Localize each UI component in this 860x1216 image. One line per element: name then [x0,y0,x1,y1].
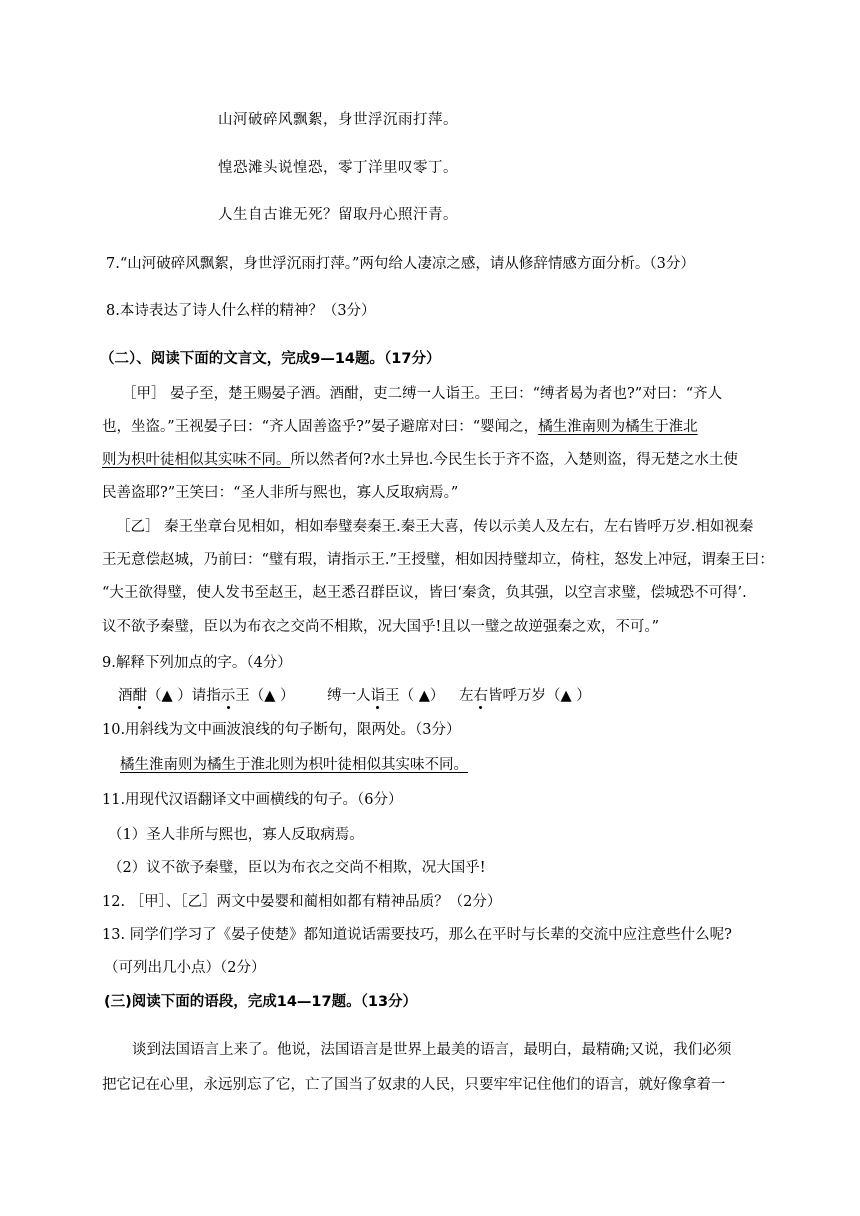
section-3-heading: (三)阅读下面的语段，完成14—17题。（13分） [104,994,418,1010]
passage-jia-line-4: 民善盗耶?”王笑曰：“圣人非所与熙也，寡人反取病焉。” [102,485,459,501]
passage-yi-line-1: ［乙］ 秦王坐章台见相如，相如奉璧奏秦王.秦王大喜，传以示美人及左右，左右皆呼万岁.相如视秦 [116,519,754,535]
passage-yi-line-2: 王无意偿赵城，乃前曰：“璧有瑕，请指示王.”王授璧，相如因持璧却立，倚柱，怒发上冲冠，谓秦王曰： [102,552,774,568]
passage-yi-line-3: “大王欲得璧，使人发书至赵王，赵王悉召群臣议，皆曰‘秦贪，负其强，以空言求璧，偿城恐不可得’. [102,585,747,601]
question-8: 8.本诗表达了诗人什么样的精神？（3分） [106,303,376,319]
poem-line-1: 山河破碎风飘絮，身世浮沉雨打萍。 [218,112,458,128]
poem-line-3: 人生自古谁无死？留取丹心照汗青。 [218,207,458,223]
question-11: 11.用现代汉语翻译文中画横线的句子。（6分） [102,792,403,808]
question-10-sentence: 橘生淮南则为橘生于淮北则为枳叶徒相似其实味不同。 [120,757,468,773]
question-13-line-1: 13. 同学们学习了《晏子使楚》都知道说话需要技巧，那么在平时与长辈的交流中应注意些什么呢? [102,927,732,943]
passage-jia-line-1: ［甲］ 晏子至，楚王赐晏子酒。酒酣，吏二缚一人诣王。王曰：“缚者曷为者也?”对曰：“齐人 [122,386,723,402]
question-11-part-1: （1）圣人非所与熙也，寡人反取病焉。 [108,827,364,843]
question-12: 12. ［甲］、［乙］两文中晏婴和蔺相如都有精神品质？（2分） [102,894,502,910]
passage-3-line-1: 谈到法国语言上来了。他说，法国语言是世界上最美的语言，最明白，最精确;又说，我们必须 [132,1042,732,1058]
question-13-line-2: （可列出几小点）（2分） [104,960,266,976]
wavy-sentence-part-2: 则为枳叶徒相似其实味不同。 [102,452,291,468]
passage-yi-line-4: 议不欲予秦璧，臣以为布衣之交尚不相欺，况大国乎!且以一璧之故逆强秦之欢，不可。” [102,619,659,635]
item-c: 缚一人诣王（ ▲） [327,688,445,704]
poem-line-2: 惶恐滩头说惶恐，零丁洋里叹零丁。 [218,160,458,176]
question-9: 9.解释下列加点的字。（4分） [102,655,292,671]
wavy-sentence-part-1: 橘生淮南则为橘生于淮北 [538,419,698,435]
passage-jia-line-2 [102,417,698,437]
item-d: 左右皆呼万岁（▲ ） [459,688,591,704]
passage-jia-text: 所以然者何?水土异也.今民生长于齐不盗，入楚则盗，得无楚之水土使 [290,452,738,468]
question-7: 7.“山河破碎风飘絮，身世浮沉雨打萍。”两句给人凄凉之感，请从修辞情感方面分析。（3分） [106,256,695,272]
passage-3-line-2: 把它记在心里，永远别忘了它，亡了国当了奴隶的人民，只要牢牢记住他们的语言，就好像拿着一 [102,1077,726,1093]
passage-jia-text: 也，坐盗。”王视晏子曰：“齐人固善盗乎?”晏子避席对曰：“婴闻之， [102,419,539,435]
passage-jia-line-3 [102,450,738,470]
question-11-part-2: （2）议不欲予秦璧，臣以为布衣之交尚不相欺，况大国乎! [108,860,486,876]
section-2-heading: （二）、阅读下面的文言文，完成9—14题。（17分） [100,351,441,367]
question-10: 10.用斜线为文中画波浪线的句子断句，限两处。（3分） [102,722,461,738]
question-9-items [118,686,591,706]
item-a: 酒酣（▲ ）请指示王（▲ ） [118,688,295,704]
